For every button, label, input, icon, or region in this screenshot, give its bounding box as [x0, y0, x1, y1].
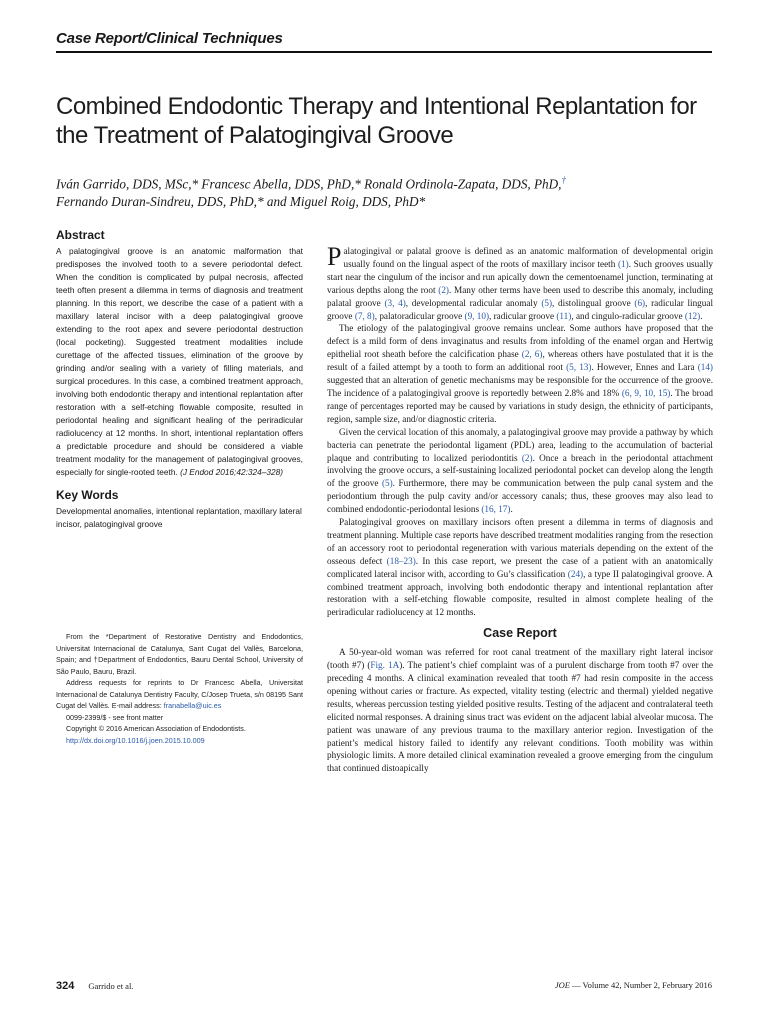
authors-line-2: Fernando Duran-Sindreu, DDS, PhD,* and Miguel Roig, DDS, PhD* [56, 194, 426, 210]
body-text: . Furthermore, there may be communication between the pulp canal system and the periodontium through the pulp cavity and/or accessory canals; thus, these grooves may also lead to combined endodontic-periodontal lesions [327, 478, 713, 515]
body-text: Given the cervical location of this anomaly, a palatogingival groove may provide a pathway by which bacteria can penetrate the periodontal ligament (PDL) area, leading to the accumulation of bacterial plaque and contributing to localized periodontitis [327, 426, 713, 463]
journal-abbrev: JOE [554, 980, 570, 990]
reference-link[interactable]: (11) [556, 310, 572, 321]
reference-link[interactable]: (16, 17) [481, 504, 511, 515]
email-link[interactable]: franabella@uic.es [163, 701, 222, 710]
body-text: . [700, 310, 703, 321]
header-rule [56, 51, 712, 53]
footer-journal-info [555, 980, 712, 990]
body-paragraph [327, 322, 713, 425]
footer-author: Garrido et al. [88, 981, 134, 991]
case-report-heading: Case Report [483, 626, 557, 641]
body-paragraph [327, 242, 714, 322]
drop-cap: P [327, 242, 342, 271]
reference-link[interactable]: (3, 4) [384, 297, 406, 308]
reference-link[interactable]: (2) [438, 284, 449, 295]
body-column [327, 242, 714, 775]
body-paragraph [327, 646, 713, 775]
dagger-mark: † [561, 175, 566, 185]
abstract-citation: (J Endod 2016;42:324–328) [180, 467, 283, 477]
body-text: . Once a breach in the periodontal attachment involving the groove occurs, a self-sustaining localized periodontal pocket can develop along the length of the groove [327, 452, 713, 489]
reference-link[interactable]: (2) [521, 452, 533, 463]
copyright-line: Copyright © 2016 American Association of Endodontists. [66, 724, 246, 733]
body-text: , distolingual groove [552, 297, 635, 308]
abstract-body: A palatogingival groove is an anatomic malformation that predisposes the involved tooth to a severe periodontal defect. When the condition is complicated by pulpal necrosis, affected teeth often present a dilemma in terms of diagnosis and treatment planning. In this report, we describe the case of a patient with a maxillary lateral incisor with a deep palatogingival groove extending to the root apex and severe periodontal destruction (local pocketing). Suggested treatment modalities include curettage of the affected tissues, elimination of the groove by grinding and/or sealing with a variety of filling materials, and surgical procedures. In this case, a combined treatment approach, involving both endodontic therapy and intentional replantation after restoration with a self-etching flowable composite, resulted in periodontal healing and significant healing of the periradicular radiolucency at 12 months. In short, intentional replantation offers a predictable procedure and should be considered a viable treatment modality for the management of palatogingival grooves, especially for single-rooted teeth. [56, 246, 303, 477]
body-text: alatogingival or palatal groove is defined as an anatomic malformation of developmental origin usually found on the lingual aspect of the roots of maxillary incisor teeth [343, 246, 713, 269]
reference-link[interactable]: (5) [541, 297, 553, 308]
body-text: , and cingulo-radicular groove [571, 310, 685, 321]
body-text: . Such grooves usually start near the cingulum of the incisor and run apically down the cementoenamel junction, terminating at various depths along the root [327, 258, 713, 295]
body-text: , radicular groove [489, 310, 557, 321]
reference-link[interactable]: (6, 9, 10, 15) [621, 387, 671, 398]
left-column [56, 228, 303, 531]
authors-line-1: Iván Garrido, DDS, MSc,* Francesc Abella, DDS, PhD,* Ronald Ordinola-Zapata, DDS, PhD, [56, 176, 562, 192]
journal-issue: — Volume 42, Number 2, February 2016 [569, 980, 712, 990]
body-text: . [510, 504, 513, 515]
reference-link[interactable]: (6) [634, 297, 646, 308]
page-number: 324 [56, 980, 75, 992]
reference-link[interactable]: (7, 8) [354, 310, 375, 321]
keywords-heading: Key Words [56, 488, 119, 502]
reference-link[interactable]: (1) [617, 258, 629, 269]
body-text: ). The patient’s chief complaint was of a purulent discharge from tooth #7 over the preceding 4 months. A clinical examination revealed that tooth #7 had resin composite in the access opening without caries or fracture. As expected, vitality testing (electric and thermal) yielded negative results, whereas percussion testing yielded positive results. Testing of the adjacent and contralateral teeth elicited normal responses. A draining sinus tract was evident on the adjacent labial alveolar mucosa. The patient was unaware of any previous trauma to the maxillary anterior region. Investigation of the patient’s medical history failed to identify any relevant conditions. Tooth mobility was within physiologic limits. A more detailed clinical examination revealed a groove emerging from the cingulum that continued distoapically [327, 660, 713, 774]
page-footer [56, 980, 712, 992]
reference-link[interactable]: (5, 13) [566, 362, 592, 373]
body-paragraph [327, 426, 713, 516]
reference-link[interactable]: (2, 6) [521, 349, 543, 360]
body-text: , a type II palatogingival groove. A combined treatment approach, involving both endodontic therapy and intentional replantation after restoration with a self-etching flowable composite, resulted in almost complete healing of the periradicular radiolucency at 12 months. [327, 568, 713, 618]
affiliations-footnote [56, 631, 303, 746]
reprint-address-text: Address requests for reprints to Dr Francesc Abella, Universitat Internacional de Catalunya Dentistry Faculty, C/Josep Trueta, s/n 08195 Sant Cugat del Vallès. E-mail address: [56, 678, 303, 710]
issn-line: 0099-2399/$ - see front matter [66, 712, 164, 722]
body-text: , palatoradicular groove [374, 310, 465, 321]
body-text: . Many other terms have been used to describe this anomaly, including palatal groove [327, 284, 713, 308]
section-label: Case Report/Clinical Techniques [56, 30, 283, 47]
reference-link[interactable]: (12) [684, 310, 701, 321]
affiliation-departments: From the *Department of Restorative Dentistry and Endodontics, Universitat Internacional de Catalunya, Sant Cugat del Vallès, Barcelona, Spain; and †Department of Endodontics, Bauru Dental School, University of São Paulo, Bauru, Brazil. [56, 632, 303, 676]
abstract-text [56, 245, 303, 479]
keywords-text: Developmental anomalies, intentional replantation, maxillary lateral incisor, palatogingival groove [56, 506, 302, 529]
body-text: Palatogingival grooves on maxillary incisors often present a dilemma in terms of diagnosis and treatment planning. Multiple case reports have described treatment modalities ranging from the resection of an accessory root to periodontal regeneration with various materials depending on the extent of the osseous defect [327, 517, 713, 566]
body-text: The etiology of the palatogingival groove remains unclear. Some authors have proposed that the defect is a mild form of dens invaginatus and results from infolding of the enamel organ and Hertwig epithelial root sheath before the calcification phase [327, 323, 713, 360]
abstract-heading: Abstract [56, 228, 105, 242]
body-text: . However, Ennes and Lara [591, 362, 698, 373]
doi-line [56, 735, 303, 747]
author-list [56, 171, 736, 211]
article-title: Combined Endodontic Therapy and Intentional Replantation for the Treatment of Palatogingival Groove [56, 93, 697, 149]
doi-link[interactable]: http://dx.doi.org/10.1016/j.joen.2015.10.009 [66, 735, 205, 745]
body-paragraph [327, 516, 713, 619]
reference-link[interactable]: (9, 10) [464, 310, 490, 321]
body-text: . In this case report, we present the case of a patient with an anatomically complicated lateral incisor with, according to Gu’s classification [327, 555, 713, 579]
body-text: A 50-year-old woman was referred for root canal treatment of the maxillary right lateral incisor (tooth #7) ( [327, 647, 713, 671]
body-text: , developmental radicular anomaly [405, 297, 542, 308]
reference-link[interactable]: (18–23) [386, 555, 416, 566]
body-text: suggested that an alteration of genetic mechanisms may be responsible for the occurrence of the groove. The incidence of a palatogingival groove is reportedly between 2.8% and 18% [327, 375, 713, 398]
reference-link[interactable]: (5) [381, 478, 393, 489]
body-text: , radicular lingual groove [327, 297, 714, 321]
running-header [56, 30, 712, 53]
body-text: , whereas others have postulated that it is the result of a failed attempt by a tooth to form an additional root [327, 349, 713, 373]
figure-link[interactable]: Fig. 1A [370, 660, 400, 671]
reference-link[interactable]: (14) [697, 362, 713, 373]
body-text: . The broad range of percentages reported may be caused by variations in study design, the ethnicity of participants, region, sample size, and/or diagnostic criteria. [327, 387, 713, 424]
reference-link[interactable]: (24) [567, 568, 584, 579]
reprint-address [56, 677, 303, 712]
